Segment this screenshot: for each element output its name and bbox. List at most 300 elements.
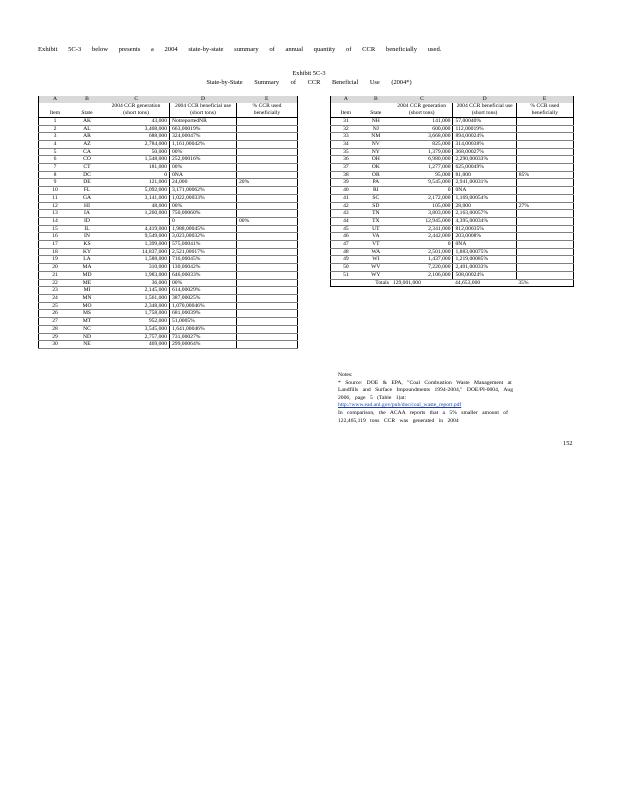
state-cell: OR [361, 171, 391, 179]
beneficial-use-cell: 4,395,00034% [453, 217, 516, 225]
state-cell: FL [71, 187, 103, 195]
generation-cell: 952,000 [103, 318, 170, 326]
column-header: 2004 CCR beneficial use (short tons) [453, 103, 516, 117]
generation-cell: 141,000 [391, 117, 453, 125]
percent-cell [516, 210, 573, 218]
item-cell: 32 [331, 125, 361, 133]
table-row [39, 271, 298, 279]
beneficial-use-cell: 1,988,00045% [170, 225, 237, 233]
generation-cell: 95,000 [391, 171, 453, 179]
percent-cell [516, 271, 573, 279]
state-cell: TX [361, 217, 391, 225]
percent-cell [237, 318, 298, 326]
percent-cell [516, 133, 573, 141]
generation-cell: 469,000 [103, 341, 170, 349]
column-header-row [331, 103, 574, 117]
percent-cell [516, 248, 573, 256]
item-cell: 2 [39, 125, 72, 133]
state-cell: MA [71, 264, 103, 272]
state-cell: NM [361, 133, 391, 141]
item-cell: 21 [39, 271, 72, 279]
state-cell: IN [71, 233, 103, 241]
column-letter: D [170, 96, 237, 103]
percent-cell [516, 117, 573, 125]
state-cell: SD [361, 202, 391, 210]
beneficial-use-cell: 81,000 [453, 171, 516, 179]
table-row [39, 310, 298, 318]
totals-use: 44,653,000 [453, 279, 516, 287]
generation-cell: 2,341,000 [391, 225, 453, 233]
generation-cell: 9,545,000 [391, 179, 453, 187]
state-cell: SC [361, 194, 391, 202]
table-row [39, 133, 298, 141]
item-cell: 27 [39, 318, 72, 326]
generation-cell: 36,000 [103, 279, 170, 287]
table-row [331, 241, 574, 249]
table-row [331, 256, 574, 264]
column-header: Item [39, 103, 72, 117]
beneficial-use-cell: 24,000 [170, 179, 237, 187]
table-row [39, 248, 298, 256]
totals-row [331, 279, 574, 287]
generation-cell: 0 [391, 241, 453, 249]
item-cell: 45 [331, 225, 361, 233]
percent-cell [516, 256, 573, 264]
beneficial-use-cell: 575,00041% [170, 241, 237, 249]
beneficial-use-cell: 112,00019% [453, 125, 516, 133]
column-letter: D [453, 96, 516, 103]
item-cell: 3 [39, 133, 72, 141]
percent-cell [237, 202, 298, 210]
table-row [39, 264, 298, 272]
table-row [331, 164, 574, 172]
percent-cell [516, 164, 573, 172]
item-cell: 20 [39, 264, 72, 272]
state-cell: MI [71, 287, 103, 295]
table-row [39, 194, 298, 202]
percent-cell [516, 264, 573, 272]
table-row [331, 271, 574, 279]
table-row [331, 210, 574, 218]
state-cell: OK [361, 164, 391, 172]
item-cell: 51 [331, 271, 361, 279]
state-cell: HI [71, 202, 103, 210]
generation-cell: 7,220,000 [391, 264, 453, 272]
table-row [331, 233, 574, 241]
item-cell: 46 [331, 233, 361, 241]
generation-cell: 12,945,000 [391, 217, 453, 225]
beneficial-use-cell: 368,00027% [453, 148, 516, 156]
state-cell: NC [71, 325, 103, 333]
item-cell: 38 [331, 171, 361, 179]
state-cell: RI [361, 187, 391, 195]
item-cell: 36 [331, 156, 361, 164]
column-header-row [39, 103, 298, 117]
item-cell: 18 [39, 248, 72, 256]
notes-comparison-line: In comparison, the ACAA reports that a 5% smaller amount of [338, 409, 508, 416]
beneficial-use-cell: 2,163,00057% [453, 210, 516, 218]
item-cell: 12 [39, 202, 72, 210]
generation-cell: 181,000 [103, 164, 170, 172]
generation-cell: 50,000 [103, 148, 170, 156]
table-row [39, 148, 298, 156]
table-row [331, 140, 574, 148]
beneficial-use-cell: 1,641,00046% [170, 325, 237, 333]
percent-cell [516, 217, 573, 225]
state-cell: VA [361, 233, 391, 241]
state-cell: GA [71, 194, 103, 202]
beneficial-use-cell: 1,169,00054% [453, 194, 516, 202]
item-cell: 41 [331, 194, 361, 202]
percent-cell [237, 341, 298, 349]
percent-cell [237, 225, 298, 233]
table-row [331, 187, 574, 195]
item-cell: 1 [39, 117, 72, 125]
state-cell: NH [361, 117, 391, 125]
beneficial-use-cell: 0NA [453, 241, 516, 249]
state-cell: CO [71, 156, 103, 164]
beneficial-use-cell: 731,00027% [170, 333, 237, 341]
item-cell: 22 [39, 279, 72, 287]
generation-cell: 1,379,000 [391, 148, 453, 156]
state-cell: ND [71, 333, 103, 341]
table-row [39, 341, 298, 349]
column-header: 2004 CCR generation (short tons) [391, 103, 453, 117]
state-cell: MS [71, 310, 103, 318]
table-row [331, 202, 574, 210]
exhibit-title: State-by-State Summary of CCR Beneficial Use (2004*) [206, 79, 412, 86]
generation-cell: 4,419,000 [103, 225, 170, 233]
generation-cell: 2,145,000 [103, 287, 170, 295]
generation-cell: 105,000 [391, 202, 453, 210]
percent-cell [516, 241, 573, 249]
generation-cell: 3,668,000 [391, 133, 453, 141]
percent-cell [237, 210, 298, 218]
table-row [39, 333, 298, 341]
item-cell: 26 [39, 310, 72, 318]
item-cell: 43 [331, 210, 361, 218]
generation-cell: 3,408,000 [103, 125, 170, 133]
beneficial-use-cell: 00% [170, 202, 237, 210]
notes-comparison-line: 122,465,119 tons CCR was generated in 2004 [338, 417, 459, 424]
state-cell: KY [71, 248, 103, 256]
percent-cell [237, 233, 298, 241]
table-row [331, 171, 574, 179]
generation-cell: 3,545,000 [103, 325, 170, 333]
table-row [331, 156, 574, 164]
column-letter: B [71, 96, 103, 103]
percent-cell [516, 148, 573, 156]
state-cell: DE [71, 179, 103, 187]
item-cell: 28 [39, 325, 72, 333]
table-row [39, 125, 298, 133]
table-row [39, 287, 298, 295]
table-row [39, 225, 298, 233]
percent-cell [237, 117, 298, 125]
table-row [331, 264, 574, 272]
beneficial-use-cell: 28,000 [453, 202, 516, 210]
generation-cell: 1,758,000 [103, 310, 170, 318]
beneficial-use-cell: 130,00042% [170, 264, 237, 272]
generation-cell: 1,277,000 [391, 164, 453, 172]
column-header: State [71, 103, 103, 117]
state-cell: TN [361, 210, 391, 218]
percent-cell [237, 133, 298, 141]
state-cell: IL [71, 225, 103, 233]
column-header: State [361, 103, 391, 117]
beneficial-use-cell: 324,00047% [170, 133, 237, 141]
beneficial-use-cell: 3,171,00062% [170, 187, 237, 195]
generation-cell [103, 217, 170, 225]
generation-cell: 1,260,000 [103, 210, 170, 218]
beneficial-use-cell: 252,00016% [170, 156, 237, 164]
state-summary-table-right [330, 96, 574, 287]
item-cell: 29 [39, 333, 72, 341]
generation-cell: 0 [103, 171, 170, 179]
percent-cell [516, 187, 573, 195]
beneficial-use-cell: 314,00038% [453, 140, 516, 148]
item-cell: 34 [331, 140, 361, 148]
percent-cell [237, 310, 298, 318]
generation-cell: 600,000 [391, 125, 453, 133]
beneficial-use-cell: 646,00033% [170, 271, 237, 279]
item-cell: 24 [39, 294, 72, 302]
state-cell: AR [71, 133, 103, 141]
table-row [39, 241, 298, 249]
column-letter: E [237, 96, 298, 103]
item-cell: 11 [39, 194, 72, 202]
beneficial-use-cell: 1,022,00033% [170, 194, 237, 202]
table-row [39, 256, 298, 264]
percent-cell [237, 194, 298, 202]
notes-source-line: * Source: DOE & EPA, "Coal Combustion Waste Management at [338, 379, 512, 386]
table-row [39, 140, 298, 148]
beneficial-use-cell: 00% [170, 148, 237, 156]
item-cell: 4 [39, 140, 72, 148]
item-cell: 5 [39, 148, 72, 156]
state-cell: OH [361, 156, 391, 164]
beneficial-use-cell: 2,290,00033% [453, 156, 516, 164]
beneficial-use-cell: NotreportedNR [170, 117, 237, 125]
generation-cell: 121,000 [103, 179, 170, 187]
generation-cell: 825,000 [391, 140, 453, 148]
beneficial-use-cell: 1,070,00046% [170, 302, 237, 310]
beneficial-use-cell: 625,00049% [453, 164, 516, 172]
table-row [39, 210, 298, 218]
state-cell: CA [71, 148, 103, 156]
generation-cell: 1,561,000 [103, 294, 170, 302]
column-header: Item [331, 103, 361, 117]
notes-heading: Notes: [338, 372, 353, 378]
table-row [39, 202, 298, 210]
state-cell: AK [71, 117, 103, 125]
percent-cell [237, 264, 298, 272]
state-cell: NY [361, 148, 391, 156]
generation-cell: 1,437,000 [391, 256, 453, 264]
percent-cell [237, 125, 298, 133]
item-cell: 19 [39, 256, 72, 264]
item-cell: 14 [39, 217, 72, 225]
state-cell: MT [71, 318, 103, 326]
totals-generation: 129,001,000 [391, 279, 453, 287]
table-row [39, 325, 298, 333]
item-cell: 40 [331, 187, 361, 195]
generation-cell: 9,549,000 [103, 233, 170, 241]
percent-cell [237, 279, 298, 287]
column-letter: E [516, 96, 573, 103]
table-row [39, 164, 298, 172]
generation-cell: 2,501,000 [391, 248, 453, 256]
percent-cell [237, 325, 298, 333]
item-cell: 44 [331, 217, 361, 225]
generation-cell: 310,000 [103, 264, 170, 272]
state-cell: KS [71, 241, 103, 249]
percent-cell [516, 233, 573, 241]
state-cell: MN [71, 294, 103, 302]
generation-cell: 0 [391, 187, 453, 195]
table-row [331, 217, 574, 225]
table-row [39, 302, 298, 310]
item-cell: 9 [39, 179, 72, 187]
column-header: 2004 CCR beneficial use (short tons) [170, 103, 237, 117]
item-cell: 39 [331, 179, 361, 187]
table-row [39, 233, 298, 241]
column-letter: C [103, 96, 170, 103]
beneficial-use-cell: 299,00064% [170, 341, 237, 349]
notes-source-line: 2006, page 5 (Table 1)at: [338, 394, 406, 401]
generation-cell: 1,983,000 [103, 271, 170, 279]
beneficial-use-cell: 1,219,00085% [453, 256, 516, 264]
generation-cell: 2,757,000 [103, 333, 170, 341]
item-cell: 50 [331, 264, 361, 272]
percent-cell [516, 179, 573, 187]
state-cell: WA [361, 248, 391, 256]
item-cell: 8 [39, 171, 72, 179]
table-body [39, 117, 298, 348]
percent-cell [516, 194, 573, 202]
state-cell: WY [361, 271, 391, 279]
generation-cell: 1,588,000 [103, 256, 170, 264]
state-cell: NJ [361, 125, 391, 133]
percent-cell [237, 294, 298, 302]
beneficial-use-cell: 0NA [453, 187, 516, 195]
percent-cell: 27% [516, 202, 573, 210]
table-row [331, 179, 574, 187]
column-letter: A [39, 96, 72, 103]
item-cell: 35 [331, 148, 361, 156]
item-cell: 17 [39, 241, 72, 249]
beneficial-use-cell: 57,00040% [453, 117, 516, 125]
generation-cell: 48,000 [103, 202, 170, 210]
beneficial-use-cell: 1,161,00042% [170, 140, 237, 148]
column-letter-row [39, 96, 298, 103]
source-link[interactable]: http://www.ead.anl.gov/pub/doc/coal_waste_report.pdf [338, 402, 462, 409]
item-cell: 15 [39, 225, 72, 233]
beneficial-use-cell: 750,00060% [170, 210, 237, 218]
percent-cell [237, 140, 298, 148]
item-cell: 6 [39, 156, 72, 164]
column-letter-row [331, 96, 574, 103]
percent-cell [237, 187, 298, 195]
table-row [39, 318, 298, 326]
beneficial-use-cell: 203,0008% [453, 233, 516, 241]
item-cell: 49 [331, 256, 361, 264]
table-row [331, 133, 574, 141]
table-row [39, 156, 298, 164]
table-row [331, 125, 574, 133]
beneficial-use-cell: 2,941,00031% [453, 179, 516, 187]
item-cell: 33 [331, 133, 361, 141]
state-cell: LA [71, 256, 103, 264]
table-row [331, 225, 574, 233]
beneficial-use-cell: 2,521,00017% [170, 248, 237, 256]
item-cell: 47 [331, 241, 361, 249]
generation-cell: 2,348,000 [103, 302, 170, 310]
column-header: % CCR used beneficially [516, 103, 573, 117]
totals-label: Totals [361, 279, 391, 287]
state-cell: WV [361, 264, 391, 272]
item-cell: 10 [39, 187, 72, 195]
percent-cell: 20% [237, 179, 298, 187]
totals-percent: 35% [516, 279, 573, 287]
percent-cell [237, 156, 298, 164]
beneficial-use-cell: 0NA [170, 171, 237, 179]
beneficial-use-cell: 681,00039% [170, 310, 237, 318]
beneficial-use-cell: 614,00029% [170, 287, 237, 295]
percent-cell [516, 156, 573, 164]
state-cell: WI [361, 256, 391, 264]
table-row [331, 117, 574, 125]
percent-cell [516, 225, 573, 233]
state-cell: MO [71, 302, 103, 310]
percent-cell: 85% [516, 171, 573, 179]
table-row [39, 171, 298, 179]
percent-cell [237, 148, 298, 156]
beneficial-use-cell: 51,0005% [170, 318, 237, 326]
beneficial-use-cell: 663,00019% [170, 125, 237, 133]
beneficial-use-cell: 0 [170, 217, 237, 225]
percent-cell [237, 302, 298, 310]
item-cell: 16 [39, 233, 72, 241]
intro-sentence: Exhibit 5C-3 below presents a 2004 state-by-state summary of annual quantity of CCR beneficially used. [38, 46, 442, 53]
state-cell: AZ [71, 140, 103, 148]
table-body [331, 117, 574, 279]
beneficial-use-cell: 894,00024% [453, 133, 516, 141]
generation-cell: 1,399,000 [103, 241, 170, 249]
beneficial-use-cell: 812,00035% [453, 225, 516, 233]
state-cell: UT [361, 225, 391, 233]
item-cell: 7 [39, 164, 72, 172]
generation-cell: 6,980,000 [391, 156, 453, 164]
percent-cell [237, 256, 298, 264]
item-cell: 23 [39, 287, 72, 295]
item-cell: 48 [331, 248, 361, 256]
state-cell: DC [71, 171, 103, 179]
generation-cell: 3,141,000 [103, 194, 170, 202]
state-cell: IA [71, 210, 103, 218]
column-header: 2004 CCR generation (short tons) [103, 103, 170, 117]
percent-cell [237, 248, 298, 256]
generation-cell: 5,092,000 [103, 187, 170, 195]
item-cell: 13 [39, 210, 72, 218]
item-cell: 42 [331, 202, 361, 210]
state-cell: CT [71, 164, 103, 172]
item-cell: 31 [331, 117, 361, 125]
table-row [39, 217, 298, 225]
table-row [331, 194, 574, 202]
generation-cell: 14,837,000 [103, 248, 170, 256]
item-cell: 37 [331, 164, 361, 172]
